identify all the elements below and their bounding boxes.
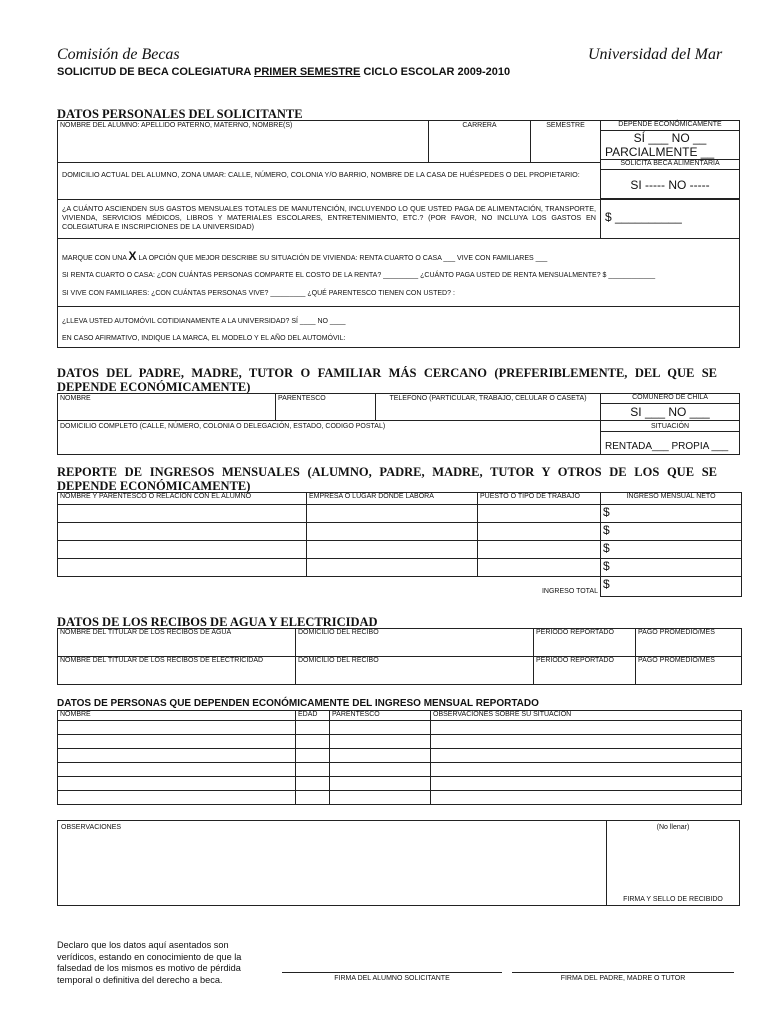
table-row[interactable] (58, 777, 742, 791)
declaration-text: Declaro que los datos aquí asentados son verídicos, estando en conocimiento de que la falsedad de los mismos es motivo de pérdida temporal o definitiva del derecho a beca. (57, 940, 242, 985)
parent-signature-line[interactable] (512, 972, 734, 973)
rent-question: SI RENTA CUARTO O CASA: ¿CON CUÁNTAS PERSONAS COMPARTE EL COSTO DE LA RENTA? _________ ¿CUÁNTO PAGA USTED DE RENTA MENSUALMENTE? $ ____________ (62, 272, 656, 279)
utilities-table (57, 628, 742, 685)
comunero-label: COMUNERO DE CHILA (600, 393, 740, 404)
table-row[interactable] (58, 791, 742, 805)
income-col-company: EMPRESA O LUGAR DONDE LABORA (307, 493, 478, 505)
depends-label-cell: DEPENDE ECONÓMICAMENTE (600, 120, 740, 131)
table-row[interactable] (58, 749, 742, 763)
dependents-col-notes: OBSERVACIONES SOBRE SU SITUACIÓN (431, 711, 742, 721)
electricity-period-field: PERIODO REPORTADO (534, 657, 636, 685)
water-holder-field: NOMBRE DEL TITULAR DE LOS RECIBOS DE AGUA (58, 629, 296, 657)
car-question: ¿LLEVA USTED AUTOMÓVIL COTIDIANAMENTE A LA UNIVERSIDAD? SÍ ____ NO ____ (62, 318, 346, 325)
comunero-options[interactable]: SI ___ NO ___ (600, 403, 740, 421)
student-signature-label: FIRMA DEL ALUMNO SOLICITANTE (334, 975, 450, 982)
table-row[interactable]: $ (58, 505, 742, 523)
section-income-title: REPORTE DE INGRESOS MENSUALES (ALUMNO, PADRE, MADRE, TUTOR Y OTROS DE LOS QUE SE DEPENDE ECONÓMICAMENTE) (57, 465, 717, 493)
semester-field[interactable]: SEMESTRE (530, 120, 601, 163)
student-signature-line[interactable] (282, 972, 502, 973)
food-aid-label-cell: SOLICITA BECA ALIMENTARIA (600, 159, 740, 170)
water-period-field: PERIODO REPORTADO (534, 629, 636, 657)
dependents-col-name: NOMBRE (58, 711, 296, 721)
income-col-name: NOMBRE Y PARENTESCO O RELACIÓN CON EL ALUMNO (58, 493, 307, 505)
table-row[interactable] (58, 721, 742, 735)
parent-address-field[interactable]: DOMICILIO COMPLETO (CALLE, NÚMERO, COLONIA O DELEGACIÓN, ESTADO, CODIGO POSTAL) (57, 420, 601, 455)
income-total-label: INGRESO TOTAL (541, 587, 598, 595)
water-row[interactable] (58, 629, 742, 657)
monthly-expenses-field[interactable]: $ __________ (600, 199, 740, 239)
electricity-row[interactable] (58, 657, 742, 685)
situation-label: SITUACIÓN (600, 420, 740, 432)
dependents-table (57, 710, 742, 805)
income-col-job: PUESTO O TIPO DE TRABAJO (478, 493, 601, 505)
electricity-payment-field: PAGO PROMEDIO/MES (636, 657, 742, 685)
observations-field[interactable]: OBSERVACIONES (57, 820, 607, 906)
student-address-field[interactable]: DOMICILIO ACTUAL DEL ALUMNO, ZONA UMAR: CALLE, NÚMERO, COLONIA Y/O BARRIO, NOMBRE DE LA CASA DE HUÉSPEDES O DEL PROPIETARIO: (57, 162, 601, 200)
income-header-row (58, 493, 742, 505)
section-parent-title: DATOS DEL PADRE, MADRE, TUTOR O FAMILIAR MÁS CERCANO (PREFERIBLEMENTE, DEL QUE SE DEPENDE ECONÓMICAMENTE) (57, 366, 717, 394)
monthly-expenses-question: ¿A CUÁNTO ASCIENDEN SUS GASTOS MENSUALES TOTALES DE MANUTENCIÓN, INCLUYENDO LO QUE USTED PAGA DE ALIMENTACIÓN, TRANSPORTE, VIVIENDA, SERVICIOS MÉDICOS, LIBROS Y MATERIALES ESCOLARES, ENTRETENIMIENTO, ETC.? (POR FAVOR, NO INCLUYA LOS GASTOS EN COLEGIATURA E INSCRIPCIONES DE LA UNIVERSIDAD) (57, 199, 601, 239)
table-row[interactable]: $ (58, 523, 742, 541)
dependents-col-age: EDAD (296, 711, 330, 721)
table-row[interactable] (58, 735, 742, 749)
parent-name-field[interactable]: NOMBRE (57, 393, 276, 421)
student-name-field[interactable]: NOMBRE DEL ALUMNO: APELLIDO PATERNO, MATERNO, NOMBRE(S) (57, 120, 429, 163)
table-row[interactable] (58, 763, 742, 777)
section-personal-title: DATOS PERSONALES DEL SOLICITANTE (57, 107, 303, 121)
depends-options[interactable]: SÍ ___ NO __ PARCIALMENTE __ (600, 130, 740, 160)
water-payment-field: PAGO PROMEDIO/MES (636, 629, 742, 657)
table-row[interactable]: $ (58, 541, 742, 559)
parent-relationship-field[interactable]: PARENTESCO (275, 393, 376, 421)
electricity-holder-field: NOMBRE DEL TITULAR DE LOS RECIBOS DE ELECTRICIDAD (58, 657, 296, 685)
housing-question: MARQUE CON UNA X LA OPCIÓN QUE MEJOR DESCRIBE SU SITUACIÓN DE VIVIENDA: RENTA CUARTO O CASA ___ VIVE CON FAMILIARES ___ (62, 249, 548, 263)
section-dependents-title: DATOS DE PERSONAS QUE DEPENDEN ECONÓMICAMENTE DEL INGRESO MENSUAL REPORTADO (57, 698, 539, 709)
food-aid-options[interactable]: SI ----- NO ----- (600, 169, 740, 199)
official-use-box: (No llenar) FIRMA Y SELLO DE RECIBIDO (606, 820, 740, 906)
parent-signature-label: FIRMA DEL PADRE, MADRE O TUTOR (560, 975, 686, 982)
income-total-field: $ (601, 577, 742, 597)
career-field[interactable]: CARRERA (428, 120, 531, 163)
parent-phone-field[interactable]: TELEFONO (PARTICULAR, TRABAJO, CELULAR O CASETA) (375, 393, 601, 421)
section-utilities-title: DATOS DE LOS RECIBOS DE AGUA Y ELECTRICIDAD (57, 615, 378, 629)
income-table (57, 492, 742, 597)
table-row[interactable]: $ (58, 559, 742, 577)
housing-block (57, 238, 740, 307)
income-col-amount: INGRESO MENSUAL NETO (601, 493, 742, 505)
water-address-field: DOMICILIO DEL RECIBO (296, 629, 534, 657)
situation-options[interactable]: RENTADA___ PROPIA ___ (600, 431, 740, 455)
header-left: Comisión de Becas (57, 46, 180, 63)
header-right: Universidad del Mar (588, 46, 723, 63)
dependents-header-row (58, 711, 742, 721)
form-subtitle: SOLICITUD DE BECA COLEGIATURA PRIMER SEMESTRE CICLO ESCOLAR 2009-2010 (57, 66, 511, 78)
car-block (57, 306, 740, 348)
income-total-row[interactable] (58, 577, 742, 597)
family-question: SI VIVE CON FAMILIARES: ¿CON CUÁNTAS PERSONAS VIVE? _________ ¿QUÉ PARENTESCO TIENEN CON USTED? : (62, 290, 455, 297)
dependents-col-relationship: PARENTESCO (330, 711, 431, 721)
electricity-address-field: DOMICILIO DEL RECIBO (296, 657, 534, 685)
car-details: EN CASO AFIRMATIVO, INDIQUE LA MARCA, EL MODELO Y EL AÑO DEL AUTOMÓVIL: (62, 335, 346, 342)
received-stamp-label: FIRMA Y SELLO DE RECIBIDO (623, 896, 723, 903)
